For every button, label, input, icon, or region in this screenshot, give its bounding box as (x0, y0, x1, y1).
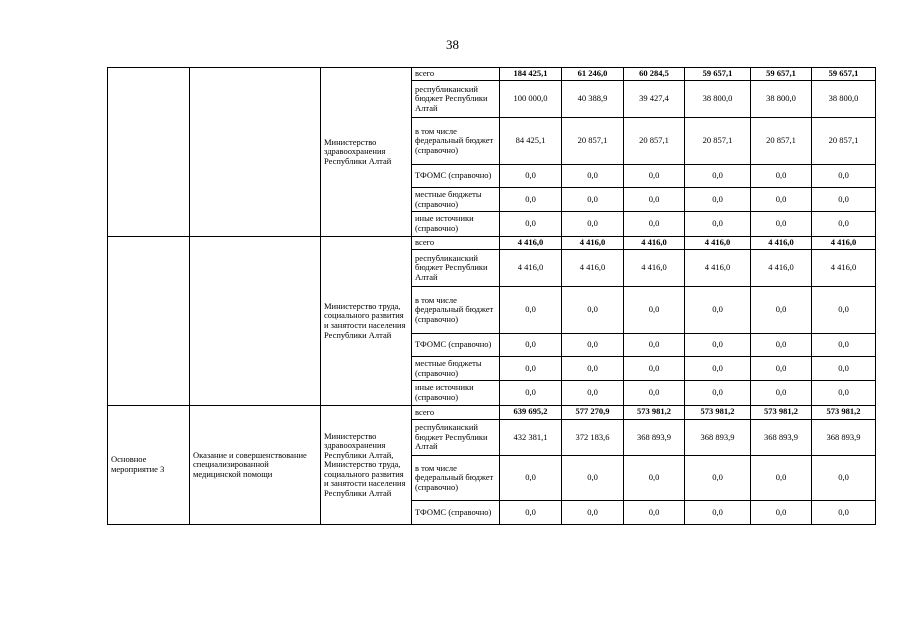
amount-cell: 0,0 (624, 501, 685, 525)
amount-cell: 0,0 (562, 357, 624, 381)
amount-cell: 0,0 (624, 287, 685, 334)
amount-cell: 20 857,1 (685, 118, 751, 165)
amount-cell: 20 857,1 (812, 118, 876, 165)
amount-cell: 0,0 (685, 212, 751, 237)
amount-cell: 0,0 (685, 357, 751, 381)
funding-source-cell: ТФОМС (справочно) (412, 501, 500, 525)
amount-cell: 0,0 (751, 212, 812, 237)
amount-cell: 0,0 (562, 188, 624, 212)
amount-cell: 184 425,1 (500, 68, 562, 81)
funding-source-cell: всего (412, 406, 500, 420)
amount-cell: 38 800,0 (685, 81, 751, 118)
amount-cell: 0,0 (500, 212, 562, 237)
amount-cell: 4 416,0 (812, 250, 876, 287)
table-row-total (108, 237, 876, 250)
amount-cell: 38 800,0 (751, 81, 812, 118)
amount-cell: 368 893,9 (751, 420, 812, 456)
funding-source-cell: республиканский бюджет Республики Алтай (412, 420, 500, 456)
funding-source-cell: местные бюджеты (справочно) (412, 357, 500, 381)
amount-cell: 0,0 (685, 456, 751, 501)
executor-cell: Министерство здравоохранения Республики Алтай, Министерство труда, социального развития и занятости населения Республики Алтай (321, 406, 412, 525)
amount-cell: 0,0 (624, 334, 685, 357)
amount-cell: 0,0 (685, 165, 751, 188)
amount-cell: 4 416,0 (562, 250, 624, 287)
amount-cell: 0,0 (624, 357, 685, 381)
activity-name-cell: Оказание и совершенствование специализированной медицинской помощи (190, 406, 321, 525)
amount-cell: 4 416,0 (751, 237, 812, 250)
amount-cell: 0,0 (562, 287, 624, 334)
amount-cell: 639 695,2 (500, 406, 562, 420)
amount-cell: 577 270,9 (562, 406, 624, 420)
funding-source-cell: ТФОМС (справочно) (412, 165, 500, 188)
funding-source-cell: иные источники (справочно) (412, 381, 500, 406)
amount-cell: 0,0 (500, 501, 562, 525)
amount-cell: 0,0 (500, 165, 562, 188)
amount-cell: 0,0 (685, 501, 751, 525)
amount-cell: 0,0 (751, 334, 812, 357)
amount-cell: 0,0 (685, 381, 751, 406)
amount-cell: 573 981,2 (751, 406, 812, 420)
amount-cell: 573 981,2 (624, 406, 685, 420)
executor-cell: Министерство здравоохранения Республики Алтай (321, 68, 412, 237)
activity-cell: Основное мероприятие 3 (108, 406, 190, 525)
amount-cell: 4 416,0 (751, 250, 812, 287)
amount-cell: 368 893,9 (812, 420, 876, 456)
amount-cell: 61 246,0 (562, 68, 624, 81)
amount-cell: 0,0 (751, 287, 812, 334)
amount-cell: 0,0 (562, 456, 624, 501)
amount-cell: 0,0 (751, 165, 812, 188)
amount-cell: 4 416,0 (812, 237, 876, 250)
amount-cell: 368 893,9 (624, 420, 685, 456)
amount-cell: 432 381,1 (500, 420, 562, 456)
amount-cell: 59 657,1 (751, 68, 812, 81)
activity-name-cell (190, 237, 321, 406)
funding-source-cell: всего (412, 68, 500, 81)
budget-table-body (108, 68, 876, 525)
funding-source-cell: республиканский бюджет Республики Алтай (412, 81, 500, 118)
amount-cell: 0,0 (812, 287, 876, 334)
amount-cell: 0,0 (500, 188, 562, 212)
amount-cell: 372 183,6 (562, 420, 624, 456)
executor-cell: Министерство труда, социального развития и занятости населения Республики Алтай (321, 237, 412, 406)
amount-cell: 0,0 (812, 381, 876, 406)
activity-name-cell (190, 68, 321, 237)
amount-cell: 0,0 (500, 357, 562, 381)
amount-cell: 0,0 (751, 501, 812, 525)
amount-cell: 0,0 (624, 212, 685, 237)
amount-cell: 0,0 (624, 165, 685, 188)
funding-source-cell: в том числе федеральный бюджет (справочно) (412, 287, 500, 334)
amount-cell: 20 857,1 (751, 118, 812, 165)
amount-cell: 573 981,2 (812, 406, 876, 420)
amount-cell: 0,0 (751, 357, 812, 381)
table-row-total (108, 406, 876, 420)
amount-cell: 0,0 (751, 456, 812, 501)
amount-cell: 0,0 (751, 188, 812, 212)
amount-cell: 60 284,5 (624, 68, 685, 81)
funding-source-cell: в том числе федеральный бюджет (справочно) (412, 118, 500, 165)
amount-cell: 0,0 (562, 334, 624, 357)
amount-cell: 0,0 (624, 188, 685, 212)
amount-cell: 4 416,0 (500, 250, 562, 287)
amount-cell: 4 416,0 (685, 250, 751, 287)
amount-cell: 0,0 (500, 381, 562, 406)
funding-source-cell: иные источники (справочно) (412, 212, 500, 237)
budget-table (107, 67, 876, 525)
amount-cell: 39 427,4 (624, 81, 685, 118)
activity-cell (108, 237, 190, 406)
amount-cell: 0,0 (812, 334, 876, 357)
table-row-total (108, 68, 876, 81)
amount-cell: 0,0 (751, 381, 812, 406)
amount-cell: 0,0 (685, 188, 751, 212)
amount-cell: 4 416,0 (624, 237, 685, 250)
amount-cell: 4 416,0 (500, 237, 562, 250)
amount-cell: 0,0 (812, 165, 876, 188)
amount-cell: 59 657,1 (685, 68, 751, 81)
amount-cell: 0,0 (812, 357, 876, 381)
amount-cell: 59 657,1 (812, 68, 876, 81)
amount-cell: 40 388,9 (562, 81, 624, 118)
funding-source-cell: республиканский бюджет Республики Алтай (412, 250, 500, 287)
funding-source-cell: всего (412, 237, 500, 250)
amount-cell: 84 425,1 (500, 118, 562, 165)
amount-cell: 0,0 (812, 188, 876, 212)
funding-source-cell: в том числе федеральный бюджет (справочно) (412, 456, 500, 501)
amount-cell: 4 416,0 (685, 237, 751, 250)
funding-source-cell: ТФОМС (справочно) (412, 334, 500, 357)
amount-cell: 0,0 (624, 456, 685, 501)
amount-cell: 20 857,1 (562, 118, 624, 165)
amount-cell: 100 000,0 (500, 81, 562, 118)
amount-cell: 0,0 (500, 334, 562, 357)
amount-cell: 4 416,0 (562, 237, 624, 250)
amount-cell: 573 981,2 (685, 406, 751, 420)
amount-cell: 4 416,0 (624, 250, 685, 287)
amount-cell: 0,0 (685, 287, 751, 334)
amount-cell: 0,0 (624, 381, 685, 406)
amount-cell: 0,0 (562, 501, 624, 525)
amount-cell: 38 800,0 (812, 81, 876, 118)
page-number: 38 (446, 37, 459, 52)
activity-cell (108, 68, 190, 237)
amount-cell: 0,0 (685, 334, 751, 357)
amount-cell: 0,0 (562, 165, 624, 188)
amount-cell: 0,0 (812, 456, 876, 501)
amount-cell: 368 893,9 (685, 420, 751, 456)
amount-cell: 20 857,1 (624, 118, 685, 165)
amount-cell: 0,0 (562, 212, 624, 237)
amount-cell: 0,0 (812, 501, 876, 525)
funding-source-cell: местные бюджеты (справочно) (412, 188, 500, 212)
amount-cell: 0,0 (812, 212, 876, 237)
amount-cell: 0,0 (500, 456, 562, 501)
amount-cell: 0,0 (500, 287, 562, 334)
amount-cell: 0,0 (562, 381, 624, 406)
